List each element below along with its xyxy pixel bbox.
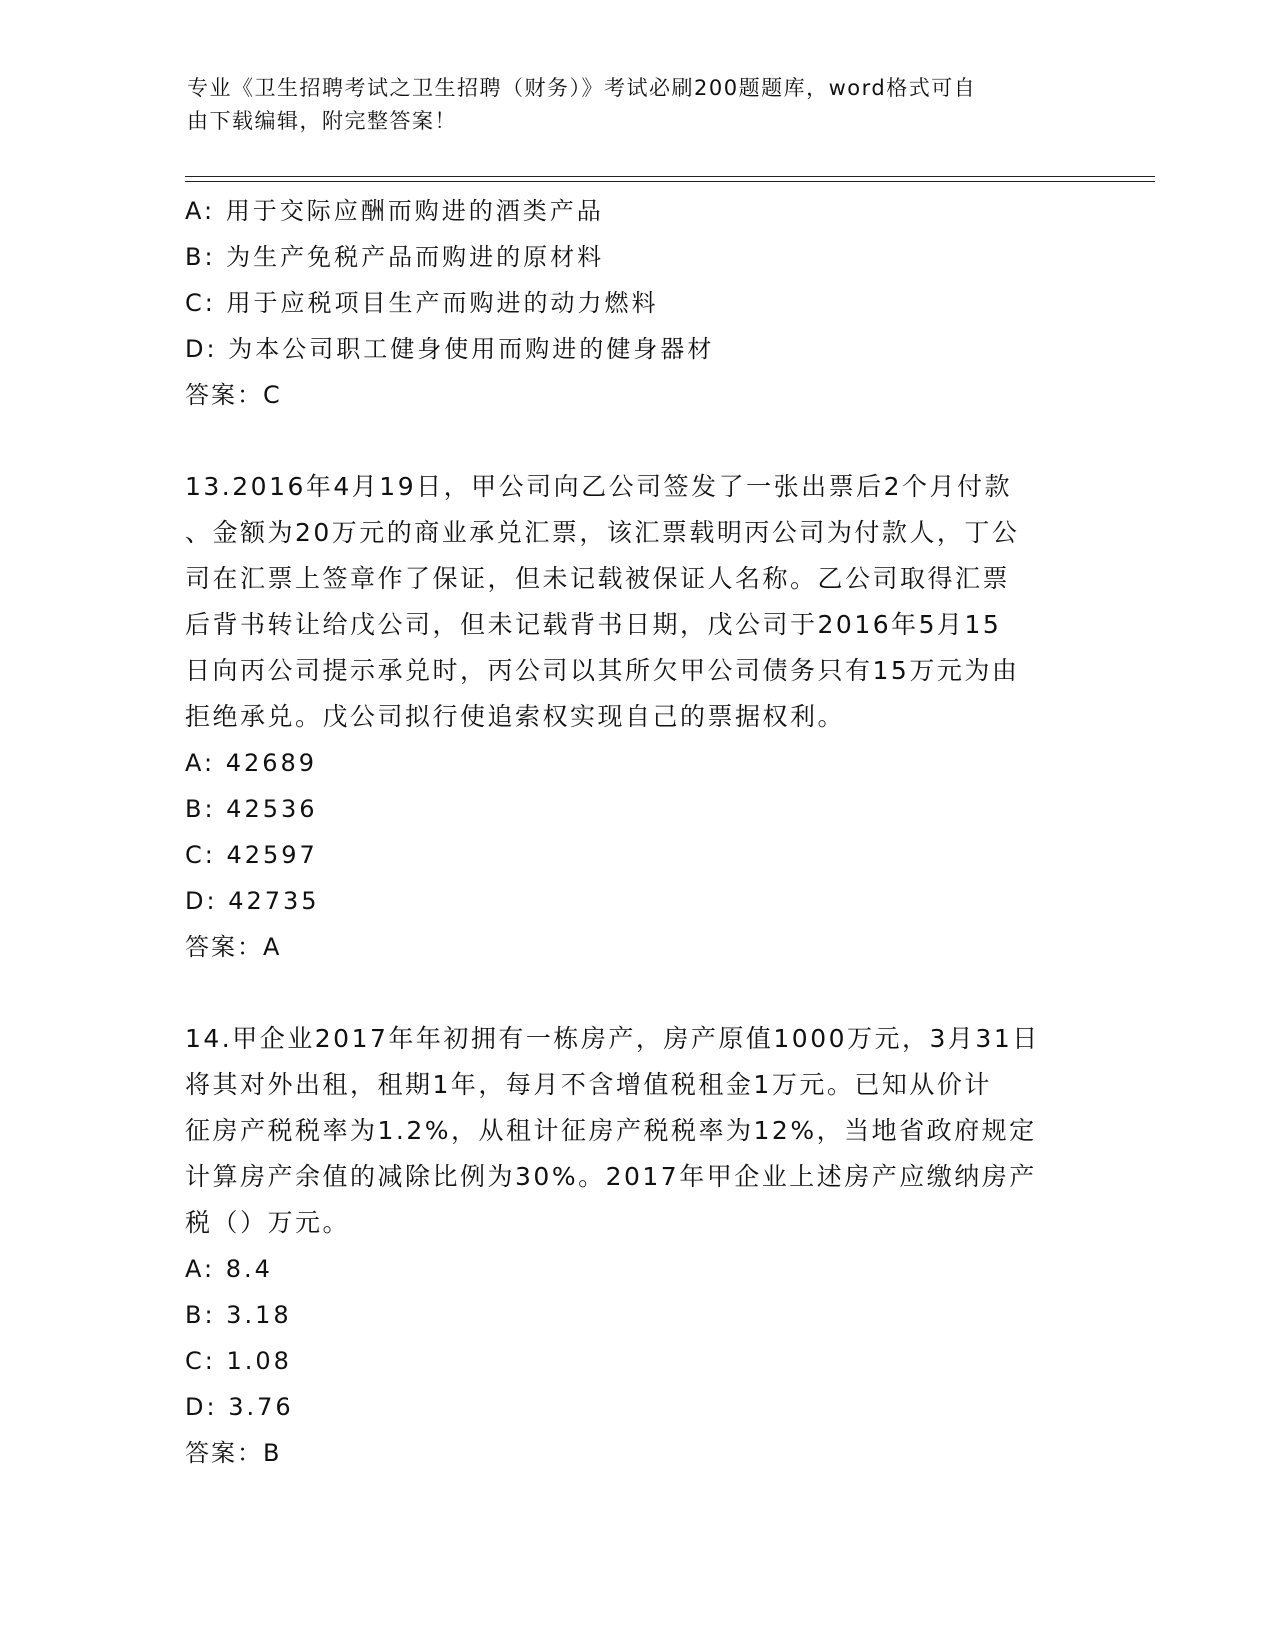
question-content: [185, 188, 1085, 1522]
option-c: C: 1.08: [185, 1347, 292, 1375]
answer-label: 答案：B: [185, 1439, 282, 1467]
option-a: A: 8.4: [185, 1255, 273, 1283]
option-b: B: 42536: [185, 795, 318, 823]
option-b: B: 3.18: [185, 1301, 292, 1329]
option-d: D: 为本公司职工健身使用而购进的健身器材: [185, 335, 715, 363]
answer-label: 答案：A: [185, 933, 282, 961]
question-12-block: [185, 188, 1085, 418]
option-c: C: 42597: [185, 841, 318, 869]
question-line: 计算房产余值的减除比例为30%。2017年甲企业上述房产应缴纳房产: [185, 1162, 1037, 1191]
header-line-1: 专业《卫生招聘考试之卫生招聘（财务）》考试必刷200题题库，word格式可自: [187, 76, 977, 100]
question-line: 将其对外出租，租期1年，每月不含增值税租金1万元。已知从价计: [185, 1070, 992, 1099]
question-line: 税（）万元。: [185, 1208, 351, 1237]
question-line: 14.甲企业2017年年初拥有一栋房产，房产原值1000万元，3月31日: [185, 1024, 1040, 1053]
question-line: 拒绝承兑。戊公司拟行使追索权实现自己的票据权利。: [185, 702, 846, 731]
header-divider-top: [185, 176, 1155, 177]
option-c: C: 用于应税项目生产而购进的动力燃料: [185, 289, 659, 317]
header-divider-bottom: [185, 181, 1155, 182]
question-13-block: [185, 464, 1085, 970]
question-line: 13.2016年4月19日，甲公司向乙公司签发了一张出票后2个月付款: [185, 472, 1013, 501]
document-header: [187, 72, 1087, 138]
question-line: 、金额为20万元的商业承兑汇票，该汇票载明丙公司为付款人，丁公: [185, 518, 1020, 547]
question-line: 司在汇票上签章作了保证，但未记载被保证人名称。乙公司取得汇票: [185, 564, 1011, 593]
question-line: 日向丙公司提示承兑时，丙公司以其所欠甲公司债务只有15万元为由: [185, 656, 1020, 685]
option-b: B: 为生产免税产品而购进的原材料: [185, 243, 605, 271]
answer-label: 答案：C: [185, 381, 282, 409]
option-a: A: 42689: [185, 749, 318, 777]
question-14-block: [185, 1016, 1085, 1476]
question-text: [185, 1016, 1075, 1246]
question-line: 征房产税税率为1.2%，从租计征房产税税率为12%，当地省政府规定: [185, 1116, 1037, 1145]
question-text: [185, 464, 1075, 740]
option-a: A: 用于交际应酬而购进的酒类产品: [185, 197, 604, 225]
option-d: D: 3.76: [185, 1393, 294, 1421]
option-d: D: 42735: [185, 887, 320, 915]
header-line-2: 由下载编辑，附完整答案！: [187, 109, 457, 133]
question-line: 后背书转让给戊公司，但未记载背书日期，戊公司于2016年5月15: [185, 610, 1002, 639]
